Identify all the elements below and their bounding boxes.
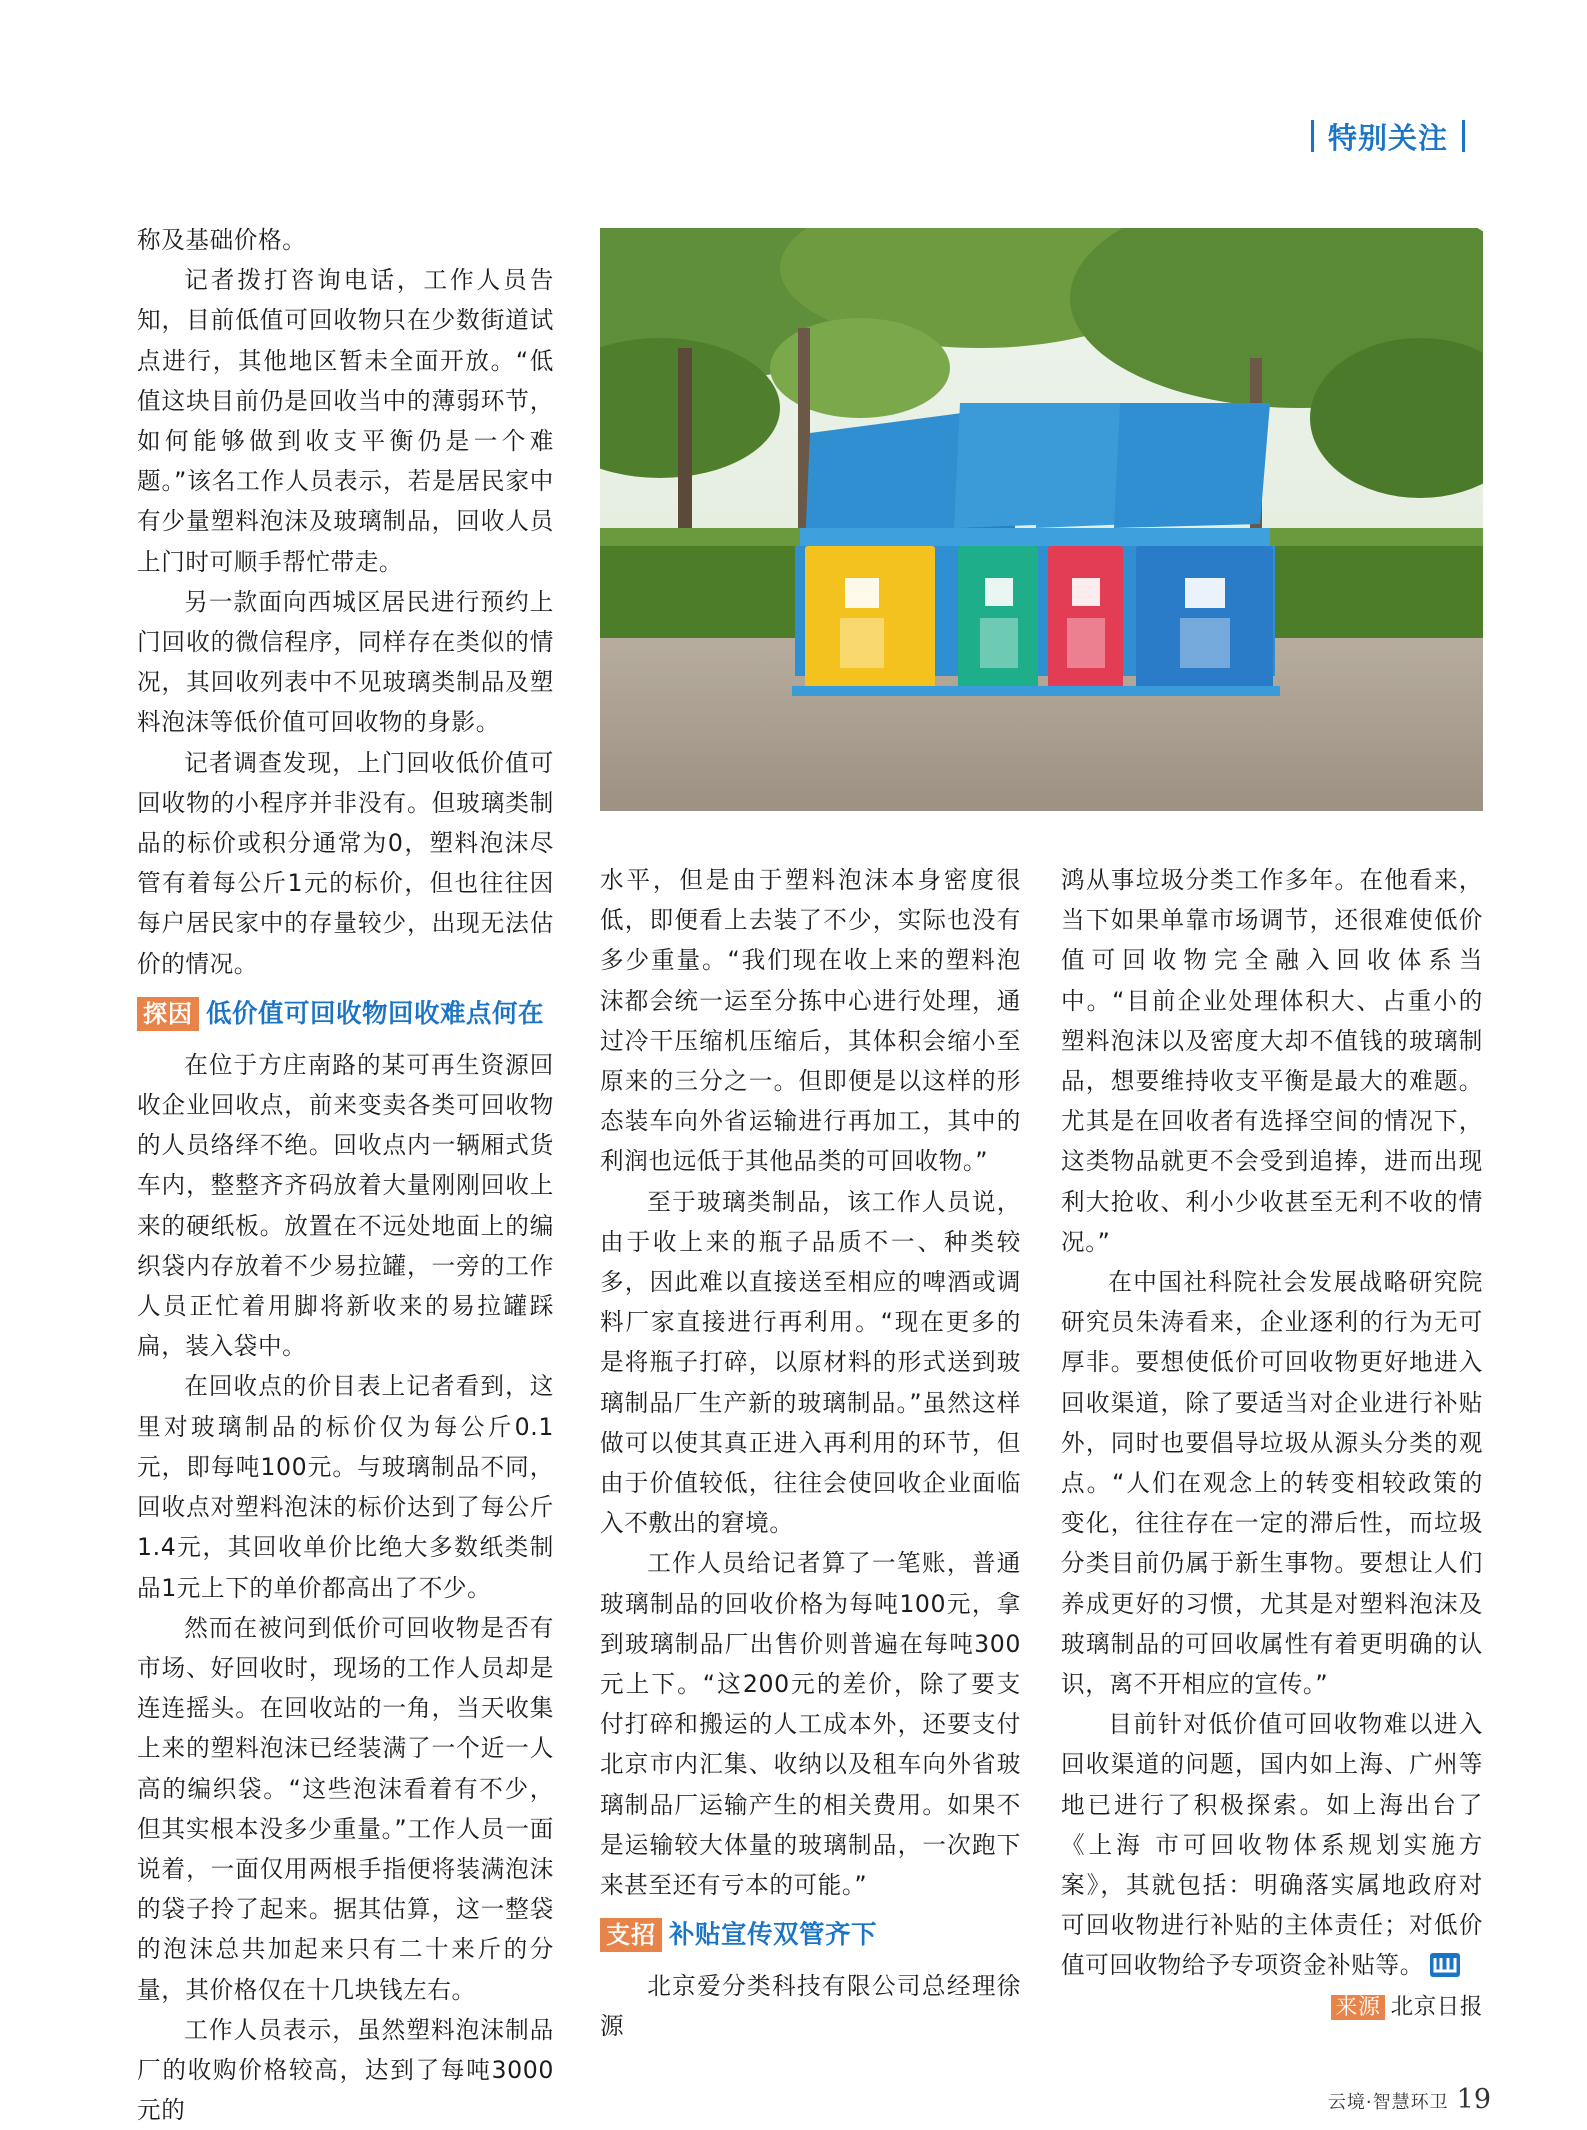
paragraph: 至于玻璃类制品，该工作人员说，由于收上来的瓶子品质不一、种类较多，因此难以直接送至相应的啤酒或调料厂家直接进行再利用。“现在更多的是将瓶子打碎，以原材料的形式送到玻璃制品厂生产新的玻璃制品。”虽然这样做可以使其真正进入再利用的环节，但由于价值较低，往往会使回收企业面临入不敷出的窘境。 [600, 1187, 1021, 1538]
paragraph: 工作人员给记者算了一笔账，普通玻璃制品的回收价格为每吨100元，拿到玻璃制品厂出售价则普遍在每吨300元上下。“这200元的差价，除了要支付打碎和搬运的人工成本外，还要支付北京市内汇集、收纳以及租车向外省玻璃制品厂运输产生的相关费用。如果不是运输较大体量的玻璃制品，一次跑下来甚至还有亏本的可能。” [600, 1549, 1021, 1900]
divider-bar [1462, 120, 1465, 152]
paragraph: 在中国社科院社会发展战略研究院研究员朱涛看来，企业逐利的行为无可厚非。要想使低价可回收物更好地进入回收渠道，除了要适当对企业进行补贴外，同时也要倡导垃圾从源头分类的观点。“人们在观念上的转变相较政策的变化，往往存在一定的滞后性，而垃圾分类目前仍属于新生事物。要想让人们养成更好的习惯，尤其是对塑料泡沫及玻璃制品的可回收属性有着更明确的认识，离不开相应的宣传。” [1061, 1268, 1483, 1699]
section-title: 特别关注 [1327, 120, 1448, 155]
section-heading [137, 997, 554, 1031]
paragraph: 鸿从事垃圾分类工作多年。在他看来，当下如果单靠市场调节，还很难使低价值可回收物完全融入回收体系当中。“目前企业处理体积大、占重小的塑料泡沫以及密度大却不值钱的玻璃制品，想要维持收支平衡是最大的难题。尤其是在回收者有选择空间的情况下，这类物品就更不会受到追捧，进而出现利大抢收、利小少收甚至无利不收的情况。” [1061, 866, 1483, 1256]
paragraph-text: 目前针对低价值可回收物难以进入回收渠道的问题，国内如上海、广州等地已进行了积极探索。如上海出台了《上海 市可回收物体系规划实施方案》，其就包括：明确落实属地政府对可回收物进行补贴的主体责任；对低价值可回收物给予专项资金补贴等。 [1061, 1710, 1483, 1980]
magazine-name: 云境·智慧环卫 [1327, 2092, 1449, 2113]
heading-text: 低价值可回收物回收难点何在 [206, 998, 545, 1029]
page-footer [1328, 2084, 1491, 2115]
paragraph: 另一款面向西城区居民进行预约上门回收的微信程序，同样存在类似的情况，其回收列表中不见玻璃类制品及塑料泡沫等低价值可回收物的身影。 [137, 587, 554, 737]
divider-bar [1311, 120, 1314, 152]
paragraph: 记者调查发现，上门回收低价值可回收物的小程序并非没有。但玻璃类制品的标价或积分通常为0，塑料泡沫尽管有着每公斤1元的标价，但也往往因每户居民家中的存量较少，出现无法估价的情况。 [137, 748, 554, 978]
heading-text: 补贴宣传双管齐下 [669, 1920, 878, 1951]
section-label [1297, 118, 1479, 154]
column-3 [1061, 860, 1483, 2028]
heading-tag: 支招 [600, 1918, 662, 1952]
paragraph: 在位于方庄南路的某可再生资源回收企业回收点，前来变卖各类可回收物的人员络绎不绝。回收点内一辆厢式货车内，整整齐齐码放着大量刚刚回收上来的硬纸板。放置在不远处地面上的编织袋内存放着不少易拉罐，一旁的工作人员正忙着用脚将新收来的易拉罐踩扁，装入袋中。 [137, 1050, 554, 1361]
heading-tag: 探因 [137, 997, 199, 1031]
source-line [1061, 1986, 1483, 2028]
paragraph: 水平，但是由于塑料泡沫本身密度很低，即便看上去装了不少，实际也没有多少重量。“我们现在收上来的塑料泡沫都会统一运至分拣中心进行处理，通过冷干压缩机压缩后，其体积会缩小至原来的三分之一。但即便是以这样的形态装车向外省运输进行再加工，其中的利润也远低于其他品类的可回收物。” [600, 866, 1021, 1176]
paragraph: 工作人员表示，虽然塑料泡沫制品厂的收购价格较高，达到了每吨3000元的 [137, 2015, 554, 2125]
page-number: 19 [1456, 2084, 1491, 2115]
paragraph [1061, 1704, 1483, 1985]
magazine-logo-icon [1430, 1953, 1460, 1977]
paragraph: 记者拨打咨询电话，工作人员告知，目前低值可回收物只在少数街道试点进行，其他地区暂未全面开放。“低值这块目前仍是回收当中的薄弱环节，如何能够做到收支平衡仍是一个难题。”该名工作人员表示，若是居民家中有少量塑料泡沫及玻璃制品，回收人员上门时可顺手帮忙带走。 [137, 266, 554, 576]
column-1 [137, 220, 554, 2130]
column-2 [600, 860, 1021, 2047]
paragraph: 在回收点的价目表上记者看到，这里对玻璃制品的标价仅为每公斤0.1元，即每吨100元。与玻璃制品不同，回收点对塑料泡沫的标价达到了每公斤1.4元，其回收单价比绝大多数纸类制品1元上下的单价都高出了不少。 [137, 1372, 554, 1602]
recycling-bins-photo [600, 228, 1483, 811]
paragraph: 然而在被问到低价可回收物是否有市场、好回收时，现场的工作人员却是连连摇头。在回收站的一角，当天收集上来的塑料泡沫已经装满了一个近一人高的编织袋。“这些泡沫看着有不少，但其实根本没多少重量。”工作人员一面说着，一面仅用两根手指便将装满泡沫的袋子拎了起来。据其估算，这一整袋的泡沫总共加起来只有二十来斤的分量，其价格仅在十几块钱左右。 [137, 1613, 554, 2004]
section-heading [600, 1918, 1021, 1952]
source-name: 北京日报 [1390, 1993, 1483, 2020]
source-tag: 来源 [1331, 1995, 1384, 2020]
paragraph: 称及基础价格。 [137, 226, 307, 254]
paragraph: 北京爱分类科技有限公司总经理徐源 [600, 1972, 1021, 2041]
